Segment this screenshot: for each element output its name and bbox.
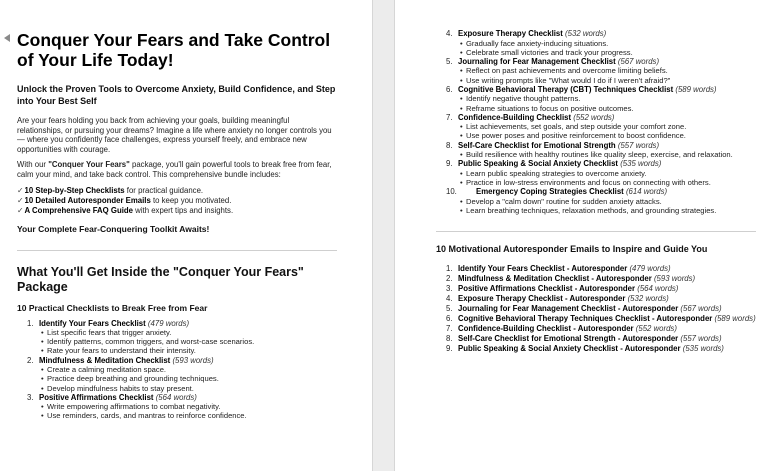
- email-item: [436, 294, 756, 304]
- item-title: Public Speaking & Social Anxiety Checklist - Autoresponder: [458, 344, 681, 354]
- package-paragraph: [17, 160, 337, 179]
- section-divider: [436, 231, 756, 232]
- bullet-item: [436, 131, 756, 140]
- bullet-icon: •: [460, 122, 463, 132]
- bullet-text: Use reminders, cards, and mantras to reinforce confidence.: [47, 411, 247, 421]
- toolkit-heading: Your Complete Fear-Conquering Toolkit Awaits!: [17, 223, 210, 234]
- item-title: Exposure Therapy Checklist - Autoresponder: [458, 294, 626, 304]
- bullet-item: [17, 328, 337, 337]
- bullet-item: [436, 178, 756, 187]
- bullet-text: Celebrate small victories and track your progress.: [466, 47, 633, 57]
- bullet-icon: •: [460, 168, 463, 178]
- item-number: 2.: [27, 355, 34, 365]
- email-item: [436, 284, 756, 294]
- checklist-item: [17, 393, 337, 403]
- item-number: 2.: [446, 274, 453, 284]
- email-item: [436, 264, 756, 274]
- item-title: Journaling for Fear Management Checklist - Autoresponder: [458, 304, 679, 314]
- bullet-item: [436, 197, 756, 206]
- word-count: (564 words): [155, 392, 197, 402]
- bullet-icon: •: [41, 374, 44, 384]
- collapse-heading-icon[interactable]: [4, 34, 10, 42]
- bullet-icon: •: [41, 328, 44, 338]
- bullet-item: [17, 384, 337, 393]
- item-title: Positive Affirmations Checklist: [39, 392, 154, 402]
- bullet-text: Reflect on past achievements and overcome limiting beliefs.: [466, 66, 668, 76]
- package-pre-text: With our: [17, 160, 49, 170]
- bullet-icon: •: [460, 150, 463, 160]
- document-page-right: [395, 0, 768, 471]
- item-title: Cognitive Behavioral Therapy (CBT) Techniques Checklist: [458, 84, 674, 94]
- bullet-text: Use writing prompts like "What would I do if I weren't afraid?": [466, 75, 671, 85]
- item-number: 9.: [446, 159, 453, 169]
- word-count: (593 words): [172, 355, 214, 365]
- checklist-item: [436, 85, 756, 95]
- bullet-text: Identify patterns, common triggers, and worst-case scenarios.: [47, 337, 255, 347]
- item-title: Confidence-Building Checklist - Autoresponder: [458, 324, 634, 334]
- item-number: 6.: [446, 314, 453, 324]
- word-count: (567 words): [617, 56, 660, 66]
- bullet-icon: •: [41, 402, 44, 412]
- bullet-text: Develop mindfulness habits to stay present.: [47, 383, 194, 393]
- word-count: (532 words): [627, 294, 669, 304]
- item-title: Positive Affirmations Checklist - Autoresponder: [458, 284, 636, 294]
- emails-section-title: 10 Motivational Autoresponder Emails to Inspire and Guide You: [436, 244, 708, 255]
- word-count: (557 words): [680, 334, 722, 344]
- bullet-icon: •: [41, 383, 44, 393]
- package-post-text: package, you'll gain powerful tools to break free from fear, calm your mind, and take back control. This comprehensive bundle includes:: [17, 160, 332, 179]
- includes-list: [17, 186, 337, 216]
- page-title: Conquer Your Fears and Take Control of Your Life Today!: [17, 30, 331, 70]
- checkmark-icon: ✓: [17, 185, 24, 195]
- checklist-item: [436, 141, 756, 151]
- checkmark-icon: ✓: [17, 205, 24, 215]
- checklist-item: [17, 319, 337, 329]
- item-number: 9.: [446, 344, 453, 354]
- bullet-icon: •: [41, 411, 44, 421]
- item-title: Cognitive Behavioral Therapy Techniques Checklist - Autoresponder: [458, 314, 713, 324]
- bullet-text: Learn public speaking strategies to overcome anxiety.: [466, 168, 647, 178]
- bullet-item: [436, 122, 756, 131]
- item-number: 3.: [446, 284, 453, 294]
- bullet-icon: •: [460, 178, 463, 188]
- bullet-text: Create a calming meditation space.: [47, 365, 167, 375]
- item-title: Exposure Therapy Checklist: [458, 29, 563, 38]
- bullet-text: Gradually face anxiety-inducing situations.: [466, 38, 609, 48]
- item-number: 1.: [27, 318, 34, 328]
- bullet-icon: •: [460, 205, 463, 215]
- word-count: (535 words): [682, 344, 724, 354]
- email-item: [436, 334, 756, 344]
- left-page-content: [17, 30, 337, 421]
- email-item: [436, 304, 756, 314]
- checklist-item: [436, 113, 756, 123]
- includes-item: [17, 186, 337, 196]
- item-title: Self-Care Checklist for Emotional Strength - Autoresponder: [458, 334, 679, 344]
- item-number: 5.: [446, 304, 453, 314]
- bullet-icon: •: [460, 38, 463, 48]
- word-count: (589 words): [714, 314, 756, 324]
- word-count: (557 words): [617, 140, 660, 150]
- item-number: 7.: [446, 112, 453, 122]
- bullet-text: Learn breathing techniques, relaxation methods, and grounding strategies.: [466, 205, 717, 215]
- item-number: 5.: [446, 56, 453, 66]
- word-count: (614 words): [625, 187, 668, 197]
- includes-item: [17, 206, 337, 216]
- page-subtitle: Unlock the Proven Tools to Overcome Anxiety, Build Confidence, and Step into Your Best Self: [17, 84, 336, 106]
- word-count: (589 words): [675, 84, 717, 94]
- checklist-list-left: [17, 319, 337, 421]
- bullet-item: [436, 104, 756, 113]
- item-number: 10.: [446, 187, 457, 197]
- item-number: 7.: [446, 324, 453, 334]
- package-name: "Conquer Your Fears": [48, 160, 130, 170]
- item-number: 3.: [27, 392, 34, 402]
- word-count: (593 words): [653, 274, 696, 284]
- word-count: (479 words): [147, 318, 190, 328]
- checklist-item: [436, 159, 756, 169]
- bullet-text: Practice deep breathing and grounding techniques.: [47, 374, 219, 384]
- bullet-icon: •: [460, 196, 463, 206]
- bullet-item: [436, 150, 756, 159]
- bullet-text: Use power poses and positive reinforcement to boost confidence.: [466, 131, 686, 141]
- email-item: [436, 274, 756, 284]
- word-count: (567 words): [680, 304, 722, 314]
- includes-item-text: for practical guidance.: [124, 185, 204, 195]
- word-count: (552 words): [573, 112, 615, 122]
- section-subtitle: 10 Practical Checklists to Break Free from Fear: [17, 302, 208, 313]
- item-title: Self-Care Checklist for Emotional Strength: [458, 140, 616, 150]
- checklist-item: [17, 356, 337, 366]
- section-title: What You'll Get Inside the "Conquer Your Fears" Package: [17, 264, 304, 294]
- bullet-text: List specific fears that trigger anxiety.: [47, 328, 172, 338]
- bullet-icon: •: [460, 66, 463, 76]
- bullet-icon: •: [460, 103, 463, 113]
- email-item: [436, 344, 756, 354]
- bullet-item: [436, 66, 756, 75]
- bullet-icon: •: [460, 131, 463, 141]
- bullet-text: Rate your fears to understand their intensity.: [47, 346, 196, 356]
- page-gutter: [372, 0, 395, 471]
- bullet-text: Build resilience with healthy routines like quality sleep, exercise, and relaxation.: [466, 150, 733, 160]
- bullet-item: [436, 206, 756, 215]
- checkmark-icon: ✓: [17, 195, 24, 205]
- item-title: Identify Your Fears Checklist - Autoresponder: [458, 264, 628, 274]
- bullet-text: List achievements, set goals, and step outside your comfort zone.: [466, 122, 687, 132]
- bullet-item: [436, 39, 756, 48]
- includes-item-text: with expert tips and insights.: [133, 205, 234, 215]
- right-page-content: [436, 29, 756, 354]
- bullet-icon: •: [41, 365, 44, 375]
- word-count: (479 words): [629, 264, 671, 274]
- item-number: 8.: [446, 140, 453, 150]
- item-title: Journaling for Fear Management Checklist: [458, 56, 616, 66]
- bullet-text: Practice in low-stress environments and focus on connecting with others.: [466, 178, 711, 188]
- checklist-item: [436, 29, 756, 39]
- word-count: (535 words): [620, 159, 662, 169]
- checklist-item: [436, 57, 756, 67]
- intro-paragraph: Are your fears holding you back from achieving your goals, building meaningful relationships, or pursuing your dreams? Imagine a life where anxiety no longer controls you — where you confidently face challenges, express yourself freely, and embrace new opportunities with courage.: [17, 116, 332, 154]
- bullet-icon: •: [41, 337, 44, 347]
- email-item: [436, 324, 756, 334]
- item-number: 1.: [446, 264, 453, 274]
- bullet-icon: •: [460, 94, 463, 104]
- bullet-item: [17, 402, 337, 411]
- item-title: Public Speaking & Social Anxiety Checklist: [458, 159, 619, 169]
- includes-item-bold: 10 Step-by-Step Checklists: [24, 185, 125, 195]
- checklist-list-right: [436, 29, 756, 215]
- checklist-item: [436, 187, 756, 197]
- item-title: Mindfulness & Meditation Checklist - Autoresponder: [458, 274, 652, 284]
- item-title: Mindfulness & Meditation Checklist: [39, 355, 171, 365]
- item-number: 6.: [446, 84, 453, 94]
- word-count: (564 words): [637, 284, 679, 294]
- bullet-item: [17, 337, 337, 346]
- item-title: Emergency Coping Strategies Checklist: [476, 187, 624, 197]
- bullet-item: [436, 76, 756, 85]
- word-count: (552 words): [635, 324, 677, 334]
- bullet-item: [436, 48, 756, 57]
- bullet-item: [17, 365, 337, 374]
- bullet-item: [17, 346, 337, 355]
- email-list: [436, 264, 756, 354]
- item-number: 4.: [446, 294, 453, 304]
- bullet-icon: •: [41, 346, 44, 356]
- item-number: 4.: [446, 29, 453, 38]
- bullet-item: [436, 94, 756, 103]
- email-item: [436, 314, 756, 324]
- includes-item: [17, 196, 337, 206]
- bullet-icon: •: [460, 75, 463, 85]
- item-title: Identify Your Fears Checklist: [39, 318, 146, 328]
- bullet-text: Develop a "calm down" routine for sudden anxiety attacks.: [466, 196, 662, 206]
- includes-item-bold: A Comprehensive FAQ Guide: [24, 205, 134, 215]
- bullet-text: Write empowering affirmations to combat negativity.: [47, 402, 221, 412]
- section-divider: [17, 250, 337, 251]
- includes-item-bold: 10 Detailed Autoresponder Emails: [24, 195, 151, 205]
- word-count: (532 words): [565, 29, 607, 38]
- item-number: 8.: [446, 334, 453, 344]
- includes-item-text: to keep you motivated.: [150, 195, 232, 205]
- bullet-icon: •: [460, 47, 463, 57]
- bullet-item: [17, 411, 337, 420]
- document-page-left: [0, 0, 372, 471]
- bullet-item: [436, 169, 756, 178]
- bullet-text: Reframe situations to focus on positive outcomes.: [466, 103, 634, 113]
- item-title: Confidence-Building Checklist: [458, 112, 572, 122]
- bullet-item: [17, 374, 337, 383]
- bullet-text: Identify negative thought patterns.: [466, 94, 581, 104]
